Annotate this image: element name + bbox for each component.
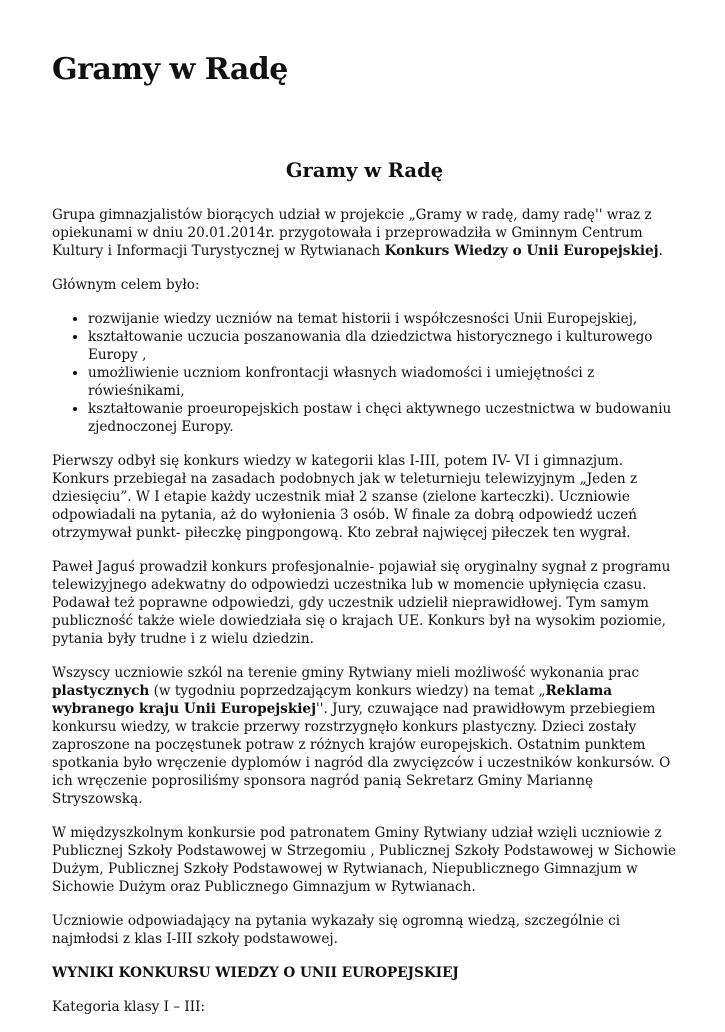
paragraph-contest-rules: Pierwszy odbył się konkurs wiedzy w kategorii klas I-III, potem IV- VI i gimnazjum. Konkurs przebiegał na zasadach podobnych jak w teleturnieju telewizyjnym „Jeden z dziesięciu”. W I etapie każdy uczestnik miał 2 szanse (zielone karteczki). Uczniowie odpowiadali na pytania, aż do wyłonienia 3 osób. W finale za dobrą odpowiedź uczeń otrzymywał punkt- piłeczkę pingpongową. Kto zebrał najwięcej piłeczek ten wygrał. bbox=[52, 453, 638, 541]
goal-label: Głównym celem było: bbox=[52, 277, 200, 293]
list-item: • umożliwienie uczniom konfrontacji własnych wiadomości i umiejętności z rówieśnikami, bbox=[88, 364, 677, 400]
art-bold-plastic: plastycznych bbox=[52, 683, 150, 699]
list-item: • rozwijanie wiedzy uczniów na temat historii i współczesności Unii Europejskiej, bbox=[88, 310, 677, 328]
art-text-c: (w tygodniu poprzedzającym konkurs wiedzy) na temat „ bbox=[149, 683, 546, 699]
goals-list bbox=[52, 310, 677, 436]
intro-bold-contest-name: Konkurs Wiedzy o Unii Europejskiej bbox=[384, 243, 659, 259]
category-label: Kategoria klasy I – III: bbox=[52, 999, 206, 1015]
paragraph-host: Paweł Jaguś prowadził konkurs profesjonalnie- pojawiał się oryginalny sygnał z programu telewizyjnego adekwatny do odpowiedzi uczestnika lub w momencie upłynięcia czasu. Podawał też poprawne odpowiedzi, gdy uczestnik udzielił nieprawidłowej. Tym samym publiczność także wiele dowiedziała się o krajach UE. Konkurs był na wysokim poziomie, pytania były trudne i z wielu dziedzin. bbox=[52, 559, 671, 647]
art-text-a: Wszyscy uczniowie szkól na terenie gminy Rytwiany mieli możliwość wykonania prac bbox=[52, 665, 640, 681]
art-bold-topic: Reklama wybranego kraju Unii Europejskiej bbox=[52, 683, 613, 717]
article-content bbox=[52, 158, 677, 1032]
results-heading: WYNIKI KONKURSU WIEDZY O UNII EUROPEJSKIEJ bbox=[52, 965, 459, 981]
document-title: Gramy w Radę bbox=[52, 52, 288, 87]
intro-end: . bbox=[658, 243, 663, 259]
article-title: Gramy w Radę bbox=[285, 159, 444, 182]
paragraph-knowledge: Uczniowie odpowiadający na pytania wykazały się ogromną wiedzą, szczególnie ci najmłodsi z klas I-III szkoły podstawowej. bbox=[52, 913, 621, 947]
list-item: • kształtowanie proeuropejskich postaw i chęci aktywnego uczestnictwa w budowaniu zjednoczonej Europy. bbox=[88, 400, 677, 436]
paragraph-art-contest bbox=[52, 664, 677, 808]
intro-paragraph bbox=[52, 206, 677, 260]
paragraph-participants: W międzyszkolnym konkursie pod patronatem Gminy Rytwiany udział wzięli uczniowie z Publicznej Szkoły Podstawowej w Strzegomiu , Publicznej Szkoły Podstawowej w Sichowie Dużym, Publicznej Szkoły Podstawowej w Rytwianach, Niepublicznego Gimnazjum w Sichowie Dużym oraz Publicznego Gimnazjum w Rytwianach. bbox=[52, 825, 677, 895]
list-item: • kształtowanie uczucia poszanowania dla dziedzictwa historycznego i kulturowego Europy , bbox=[88, 328, 677, 364]
intro-text: Grupa gimnazjalistów biorących udział w projekcie „Gramy w radę, damy radę'' wraz z opiekunami w dniu 20.01.2014r. przygotowała i przeprowadziła w Gminnym Centrum Kultury i Informacji Turystycznej w Rytwianach bbox=[52, 207, 652, 259]
art-text-e: ''. Jury, czuwające nad prawidłowym przebiegiem konkursu wiedzy, w trakcie przerwy rozstrzygnęło konkurs plastyczny. Dzieci zostały zaproszone na poczęstunek potraw z różnych krajów europejskich. Ostatnim punktem spotkania było wręczenie dyplomów i nagród dla zwycięzców i uczestników konkursów. O ich wręczenie poprosiliśmy sponsora nagród panią Sekretarz Gminy Mariannę Stryszowską. bbox=[52, 701, 671, 807]
